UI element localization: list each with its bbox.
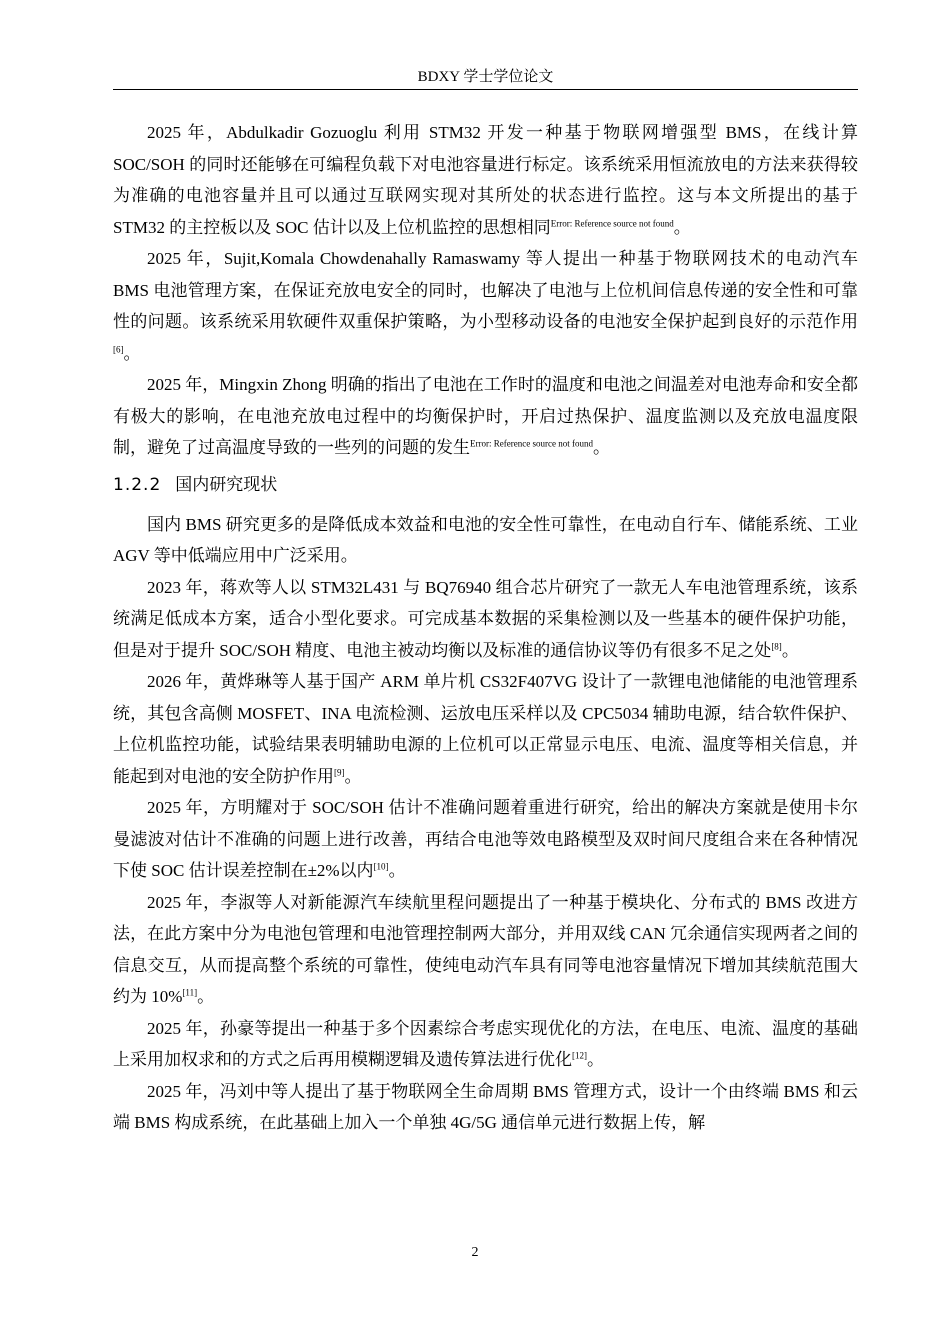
header-rule (113, 89, 858, 90)
paragraph-text: 2025 年，Abdulkadir Gozuoglu 利用 STM32 开发一种基于物联网增强型 BMS，在线计算 SOC/SOH 的同时还能够在可编程负载下对电池容量进行标定。该系统采用恒流放电的方法来获得较为准确的电池容量并且可以通过互联网实现对其所处的状态进行监控。这与本文所提出的基于 STM32 的主控板以及 SOC 估计以及上位机监控的思想相同 (113, 123, 858, 237)
paragraph-end: 。 (388, 861, 406, 880)
paragraph-zhong (113, 369, 858, 464)
paragraph-jiang (113, 572, 858, 667)
paragraph-text: 2025 年，孙豪等提出一种基于多个因素综合考虑实现优化的方法，在电压、电流、温度的基础上采用加权求和的方式之后再用模糊逻辑及遗传算法进行优化 (113, 1018, 858, 1069)
paragraph-end: 。 (197, 987, 215, 1006)
paragraph-text: 2025 年，方明耀对于 SOC/SOH 估计不准确问题着重进行研究，给出的解决方案就是使用卡尔曼滤波对估计不准确的问题上进行改善，再结合电池等效电路模型及双时间尺度组合来在各种情况下使 SOC 估计误差控制在±2%以内 (113, 798, 858, 880)
citation-reference: [10] (373, 861, 389, 872)
citation-reference: [9] (334, 766, 345, 777)
citation-reference: Error: Reference source not found (470, 438, 593, 449)
page-number: 2 (471, 1245, 479, 1260)
paragraph-gozuoglu (113, 117, 858, 243)
paragraph-end: 。 (781, 640, 799, 660)
paragraph-text: 2025 年，李淑等人对新能源汽车续航里程问题提出了一种基于模块化、分布式的 BMS 改进方法，在此方案中分为电池包管理和电池管理控制两大部分，并用双线 CAN 冗余通信实现两者之间的信息交互，从而提高整个系统的可靠性，使纯电动汽车具有同等电池容量情况下增加其续航范围大约为 10% (113, 892, 858, 1006)
citation-reference: Error: Reference source not found (550, 217, 674, 228)
section-heading (113, 473, 858, 497)
section-number: 1.2.2 (113, 474, 162, 495)
paragraph-text: 2026 年，黄烨琳等人基于国产 ARM 单片机 CS32F407VG 设计了一款锂电池储能的电池管理系统，其包含高侧 MOSFET、INA 电流检测、运放电压采样以及 CPC5034 辅助电源，结合软件保护、上位机监控功能，试验结果表明辅助电源的上位机可以正常显示电压、电流、温度等相关信息，并能起到对电池的安全防护作用 (113, 672, 858, 786)
paragraph-li (113, 887, 858, 1013)
citation-reference: [11] (182, 987, 198, 998)
paragraph-ramaswamy (113, 243, 858, 369)
citation-reference: [12] (572, 1050, 587, 1061)
paragraph-fang (113, 792, 858, 887)
paragraph-end: 。 (673, 217, 691, 237)
paragraph-text: 2025 年，Mingxin Zhong 明确的指出了电池在工作时的温度和电池之间温差对电池寿命和安全都有极大的影响，在电池充放电过程中的均衡保护时，开启过热保护、温度监测以及充放电温度限制，避免了过高温度导致的一些列的问题的发生 (113, 375, 858, 457)
running-header: BDXY 学士学位论文 (417, 69, 554, 85)
citation-reference: [8] (771, 640, 782, 651)
paragraph-huang (113, 666, 858, 792)
paragraph-text: 2025 年，冯刘中等人提出了基于物联网全生命周期 BMS 管理方式，设计一个由终端 BMS 和云端 BMS 构成系统，在此基础上加入一个单独 4G/5G 通信单元进行数据上传，解 (113, 1081, 858, 1132)
paragraph-text: 国内 BMS 研究更多的是降低成本效益和电池的安全性可靠性，在电动自行车、储能系统、工业 AGV 等中低端应用中广泛采用。 (113, 514, 858, 565)
page-body (113, 117, 858, 1139)
paragraph-feng (113, 1076, 858, 1139)
paragraph-end: 。 (123, 343, 141, 363)
paragraph-end: 。 (592, 438, 610, 457)
section-title: 国内研究现状 (175, 474, 278, 495)
paragraph-sun (113, 1013, 858, 1076)
paragraph-domestic-intro (113, 509, 858, 572)
citation-reference: [6] (113, 343, 124, 354)
paragraph-text: 2025 年，Sujit,Komala Chowdenahally Ramaswamy 等人提出一种基于物联网技术的电动汽车 BMS 电池管理方案，在保证充放电安全的同时，也解决了电池与上位机间信息传递的安全性和可靠性的问题。该系统采用软硬件双重保护策略，为小型移动设备的电池安全保护起到良好的示范作用 (113, 249, 858, 331)
paragraph-end: 。 (344, 766, 362, 786)
paragraph-text: 2023 年，蒋欢等人以 STM32L431 与 BQ76940 组合芯片研究了一款无人车电池管理系统，该系统满足低成本方案，适合小型化要求。可完成基本数据的采集检测以及一些基本的硬件保护功能，但是对于提升 SOC/SOH 精度、电池主被动均衡以及标准的通信协议等仍有很多不足之处 (113, 577, 858, 660)
paragraph-end: 。 (587, 1050, 604, 1069)
